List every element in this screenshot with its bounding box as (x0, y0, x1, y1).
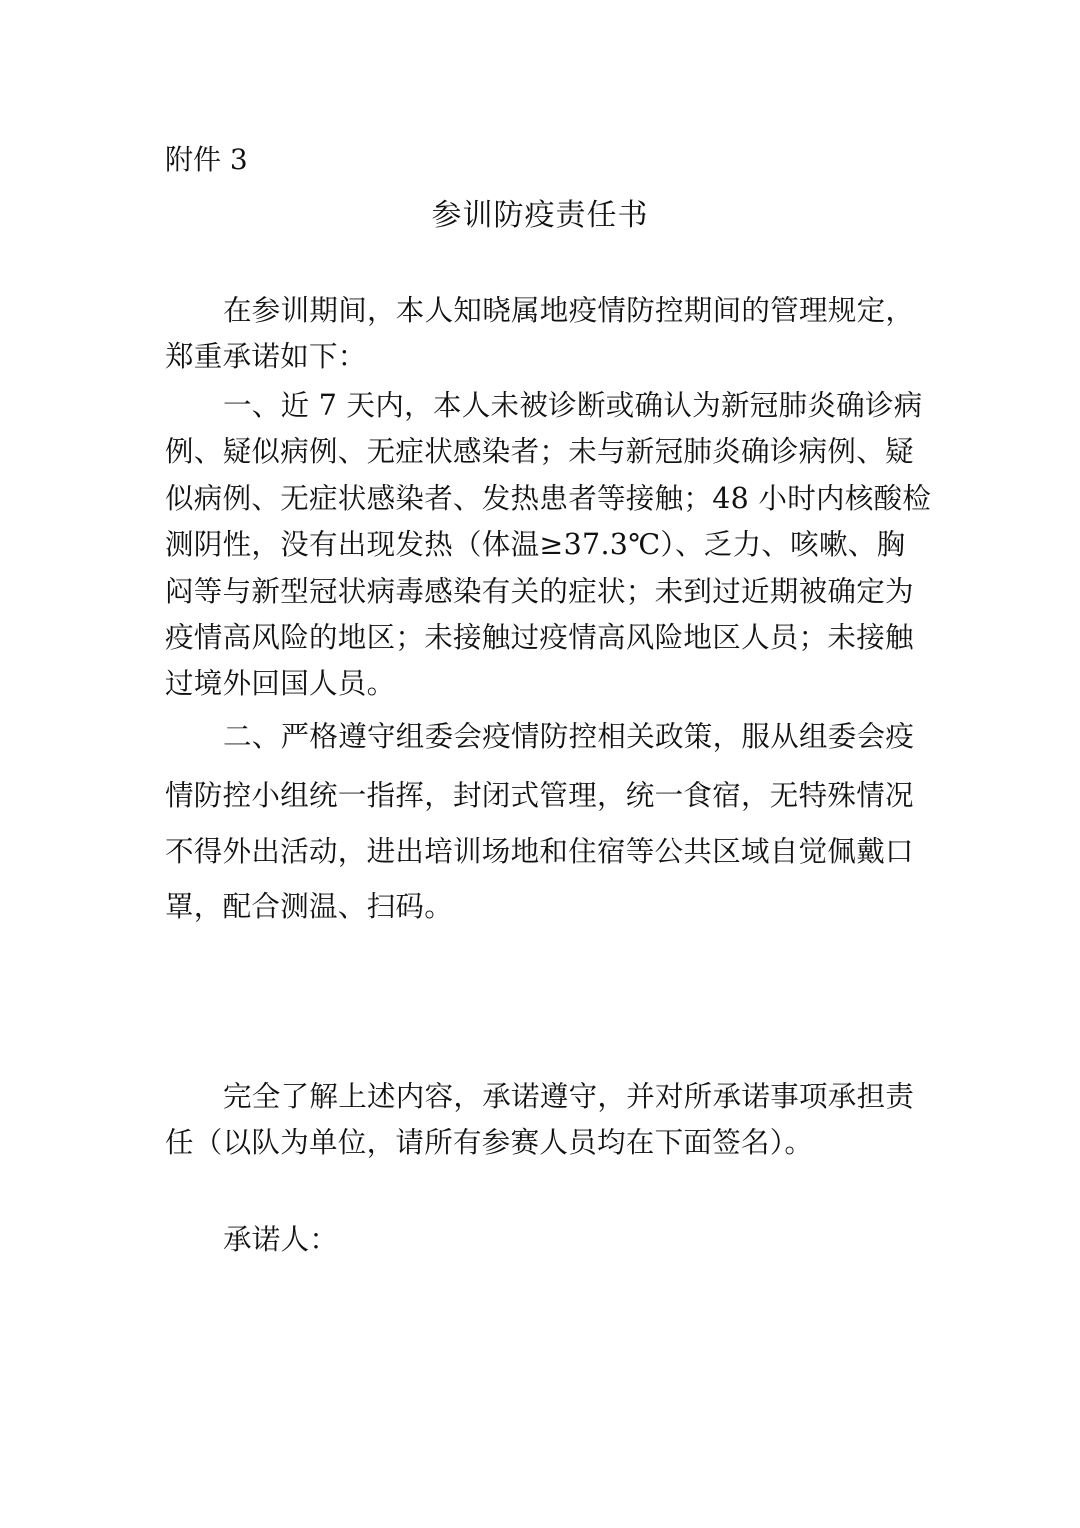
item2-line-2: 情防控小组统一指挥，封闭式管理，统一食宿，无特殊情况 (165, 779, 914, 812)
item2-line-3: 不得外出活动，进出培训场地和住宿等公共区域自觉佩戴口 (165, 835, 914, 868)
item1-line-6: 疫情高风险的地区；未接触过疫情高风险地区人员；未接触 (165, 621, 914, 654)
intro-line-1: 在参训期间，本人知晓属地疫情防控期间的管理规定， (223, 294, 915, 327)
item1-line-5: 闷等与新型冠状病毒感染有关的症状；未到过近期被确定为 (165, 575, 914, 608)
item2-line-1: 二、严格遵守组委会疫情防控相关政策，服从组委会疫 (223, 720, 915, 753)
document-title: 参训防疫责任书 (431, 198, 649, 233)
attachment-label: 附件 3 (165, 143, 248, 176)
item1-line-7: 过境外回国人员。 (165, 667, 396, 700)
item1-line-1: 一、近 7 天内，本人未被诊断或确认为新冠肺炎确诊病 (223, 389, 923, 422)
intro-line-2: 郑重承诺如下： (165, 340, 367, 373)
item1-line-2: 例、疑似病例、无症状感染者；未与新冠肺炎确诊病例、疑 (165, 435, 914, 468)
closing-line-1: 完全了解上述内容，承诺遵守，并对所承诺事项承担责 (223, 1080, 915, 1113)
item2-line-4: 罩，配合测温、扫码。 (165, 890, 454, 923)
closing-line-2: 任（以队为单位，请所有参赛人员均在下面签名）。 (165, 1126, 814, 1159)
signature-label: 承诺人： (223, 1223, 339, 1256)
item1-line-4: 测阴性，没有出现发热（体温≥37.3℃）、乏力、咳嗽、胸 (165, 528, 906, 561)
item1-line-3: 似病例、无症状感染者、发热患者等接触；48 小时内核酸检 (165, 482, 932, 515)
